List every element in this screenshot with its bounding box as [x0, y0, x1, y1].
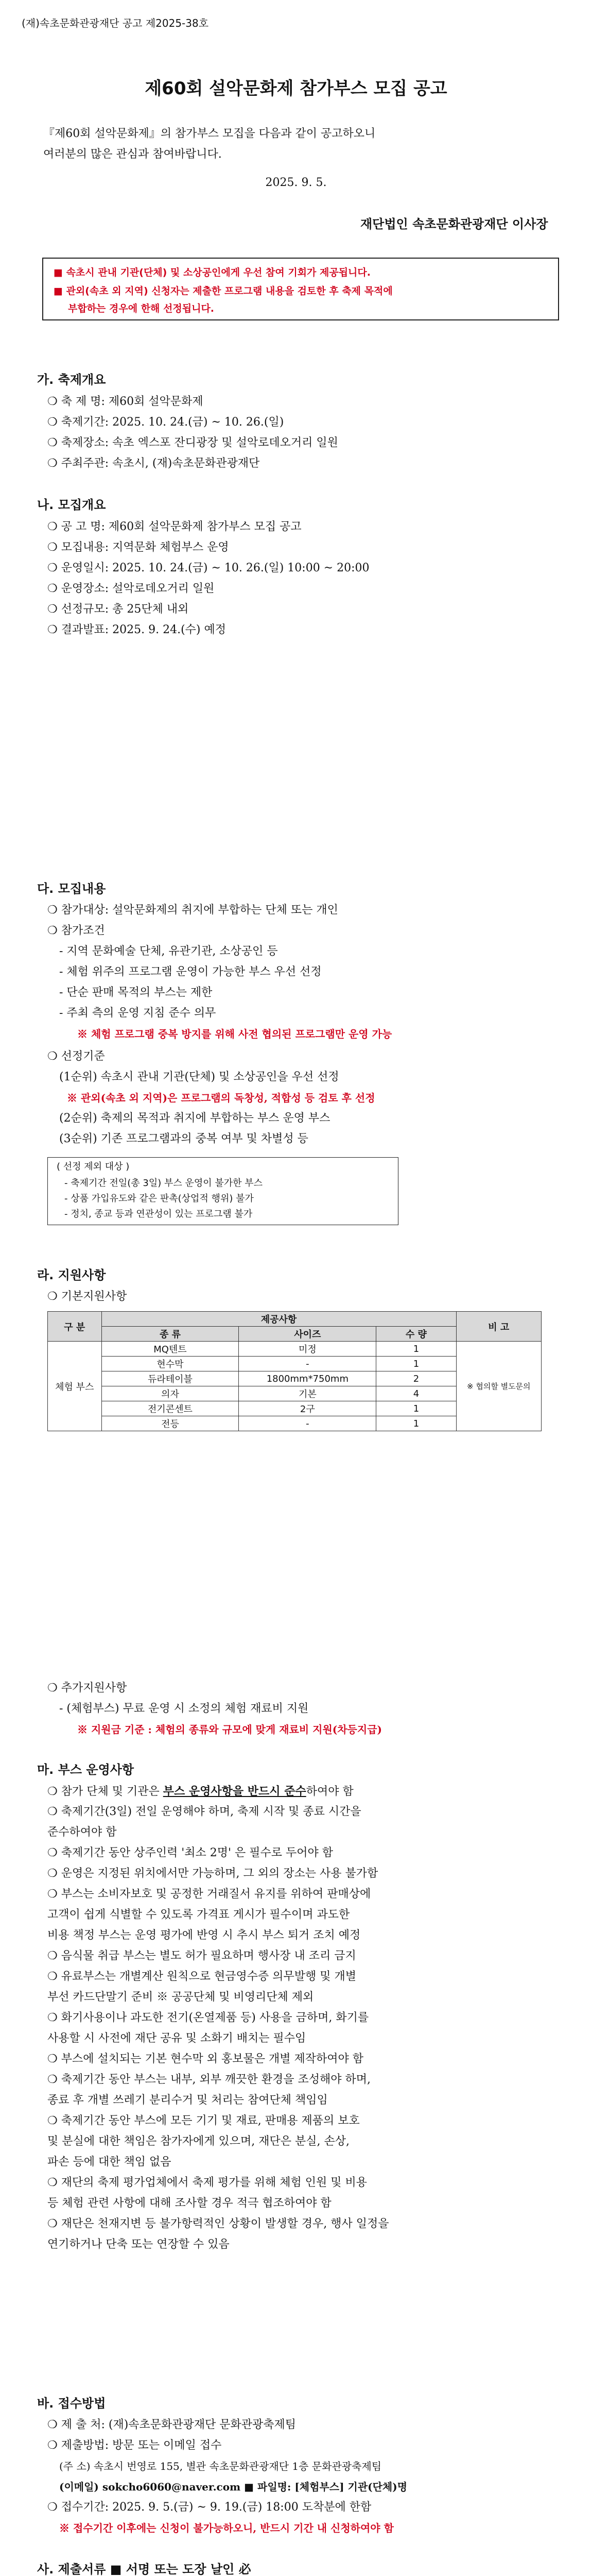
operation-rule-line: ❍ 축제기간 동안 부스는 내부, 외부 깨끗한 환경을 조성해야 하며, [47, 2073, 371, 2086]
list-item: - 주최 측의 운영 지침 준수 의무 [59, 1007, 216, 1020]
cell-qty: 1 [376, 1357, 456, 1371]
note-red: ※ 관외(속초 외 지역)은 프로그램의 독창성, 적합성 등 검토 후 선정 [67, 1092, 375, 1104]
intro-line-1: 『제60회 설악문화제』의 참가부스 모집을 다음과 같이 공고하오니 [43, 127, 376, 140]
list-item: ❍ 축제기간: 2025. 10. 24.(금) ~ 10. 26.(일) [47, 416, 284, 429]
operation-rule-line: 준수하여야 함 [47, 1826, 117, 1839]
cell-size: - [239, 1357, 376, 1371]
col-group: 구 분 [48, 1312, 102, 1342]
col-provided: 제공사항 [101, 1312, 456, 1327]
cell-qty: 4 [376, 1386, 456, 1401]
list-item: (3순위) 기존 프로그램과의 중복 여부 및 차별성 등 [59, 1132, 308, 1145]
operation-rule-line: ❍ 부스는 소비자보호 및 공정한 거래질서 유지를 위하여 판매상에 [47, 1888, 371, 1901]
operation-rule-line: ❍ 음식물 취급 부스는 별도 허가 필요하며 행사장 내 조리 금지 [47, 1950, 356, 1962]
list-item: - 체험 위주의 프로그램 운영이 가능한 부스 우선 선정 [59, 965, 322, 978]
operation-rule-line: ❍ 화기사용이나 과도한 전기(온열제품 등) 사용을 금하며, 화기를 [47, 2011, 369, 2024]
operation-rule-line: ❍ 재단은 천재지변 등 불가항력적인 상황이 발생할 경우, 행사 일정을 [47, 2217, 389, 2230]
list-item: ❍ 모집내용: 지역문화 체험부스 운영 [47, 541, 229, 554]
section-heading-support: 라. 지원사항 [37, 1268, 106, 1282]
operation-rule-line: 및 분실에 대한 책임은 참가자에게 있으며, 재단은 분실, 손상, [47, 2135, 350, 2148]
cell-qty: 1 [376, 1401, 456, 1416]
group-label: 체험 부스 [48, 1342, 102, 1431]
operation-rule-line: ❍ 부스에 설치되는 기본 현수막 외 홍보물은 개별 제작하여야 함 [47, 2053, 363, 2065]
operation-rule-line: 고객이 쉽게 식별할 수 있도록 가격표 게시가 필수이며 과도한 [47, 1908, 350, 1921]
list-item: (2순위) 축제의 목적과 취지에 부합하는 부스 운영 부스 [59, 1112, 330, 1125]
cell-type: 의자 [101, 1386, 239, 1401]
extra-line: - (체험부스) 무료 운영 시 소정의 체험 재료비 지원 [59, 1702, 309, 1715]
intro-line-2: 여러분의 많은 관심과 참여바랍니다. [43, 148, 222, 161]
section-heading-documents: 사. 제출서류 ■ 서명 또는 도장 날인 必 [37, 2562, 251, 2576]
rule-text: 하여야 함 [306, 1785, 354, 1798]
operation-rule-line: ❍ 유료부스는 개별계산 원칙으로 현금영수증 의무발행 및 개별 [47, 1970, 356, 1983]
note-cell: ※ 협의할 별도문의 [456, 1342, 541, 1431]
list-item: - 정치, 종교 등과 연관성이 있는 프로그램 불가 [64, 1209, 253, 1219]
notice-line-2: ■ 관외(속초 외 지역) 신청자는 제출한 프로그램 내용을 검토한 후 축제 목적에 [54, 285, 393, 297]
col-qty: 수 량 [376, 1327, 456, 1342]
cell-size: - [239, 1416, 376, 1431]
notice-line-1: ■ 속초시 관내 기관(단체) 및 소상공인에게 우선 참여 기회가 제공됩니다. [54, 267, 371, 278]
cell-size: 2구 [239, 1401, 376, 1416]
cell-type: 전기콘센트 [101, 1401, 239, 1416]
list-item: ❍ 운영장소: 설악로데오거리 일원 [47, 582, 215, 595]
cell-size: 기본 [239, 1386, 376, 1401]
list-item: - 지역 문화예술 단체, 유관기관, 소상공인 등 [59, 945, 278, 958]
cond-title: ❍ 참가조건 [47, 924, 105, 937]
cell-type: 전등 [101, 1416, 239, 1431]
list-item: ❍ 축제장소: 속초 엑스포 잔디광장 및 설악로데오거리 일원 [47, 436, 338, 449]
list-item: ❍ 선정규모: 총 25단체 내외 [47, 603, 189, 616]
list-item: ❍ 주최주관: 속초시, (재)속초문화관광재단 [47, 457, 260, 470]
operation-rule-line: 등 체험 관련 사항에 대해 조사할 경우 적극 협조하여야 함 [47, 2197, 332, 2210]
operation-rule-line [47, 1784, 354, 1800]
operation-rule-line: 사용할 시 사전에 재단 공유 및 소화기 배치는 필수임 [47, 2032, 306, 2045]
doc-number: (재)속초문화관광재단 공고 제2025-38호 [22, 17, 209, 29]
cell-type: 현수막 [101, 1357, 239, 1371]
cell-qty: 2 [376, 1371, 456, 1386]
col-type: 종 류 [101, 1327, 239, 1342]
extra-title: ❍ 추가지원사항 [47, 1682, 127, 1694]
list-item: - 단순 판매 목적의 부스는 제한 [59, 986, 213, 999]
table-row [48, 1342, 542, 1357]
operation-rule-line: 파손 등에 대한 책임 없음 [47, 2156, 171, 2168]
list-item: - 축제기간 전일(총 3일) 부스 운영이 불가한 부스 [64, 1178, 263, 1189]
section-heading-festival: 가. 축제개요 [37, 372, 106, 387]
extra-note: ※ 지원금 기준 : 체험의 종류와 규모에 맞게 재료비 지원(차등지급) [77, 1723, 382, 1736]
issuer: 재단법인 속초문화관광재단 이사장 [360, 216, 548, 231]
operation-rule-line: ❍ 축제기간 동안 상주인력 '최소 2명' 은 필수로 두어야 함 [47, 1846, 334, 1859]
col-note: 비 고 [456, 1312, 541, 1342]
cell-type: MQ텐트 [101, 1342, 239, 1357]
operation-rule-line: ❍ 축제기간(3일) 전일 운영해야 하며, 축제 시작 및 종료 시간을 [47, 1805, 361, 1818]
address-line: (주 소) 속초시 번영로 155, 별관 속초문화관광재단 1층 문화관광축제팀 [59, 2460, 382, 2472]
operation-rule-line: 부선 카드단말기 준비 ※ 공공단체 및 비영리단체 제외 [47, 1991, 314, 2004]
list-item: (1순위) 속초시 관내 기관(단체) 및 소상공인을 우선 선정 [59, 1071, 339, 1083]
cell-size: 미정 [239, 1342, 376, 1357]
list-item: ❍ 공 고 명: 제60회 설악문화제 참가부스 모집 공고 [47, 520, 302, 533]
list-item: ❍ 운영일시: 2025. 10. 24.(금) ~ 10. 26.(일) 10:00 ~ 20:00 [47, 562, 370, 574]
list-item: ❍ 접수기간: 2025. 9. 5.(금) ~ 9. 19.(금) 18:00 도착분에 한함 [47, 2501, 372, 2514]
criteria-title: ❍ 선정기준 [47, 1050, 105, 1063]
operation-rule-line: 종료 후 개별 쓰레기 분리수거 및 처리는 참여단체 책임임 [47, 2094, 328, 2107]
operation-rule-line: ❍ 운영은 지정된 위치에서만 가능하며, 그 외의 장소는 사용 불가함 [47, 1867, 378, 1880]
list-item: ❍ 제출방법: 방문 또는 이메일 접수 [47, 2439, 222, 2452]
page-title: 제60회 설악문화제 참가부스 모집 공고 [145, 78, 447, 99]
support-table [47, 1311, 542, 1431]
section-heading-recruit: 나. 모집개요 [37, 498, 106, 512]
rule-emphasis: 부스 운영사항을 반드시 준수 [163, 1785, 306, 1798]
cell-size: 1800mm*750mm [239, 1371, 376, 1386]
exclusion-title: ( 선정 제외 대상 ) [57, 1161, 130, 1172]
cell-type: 듀라테이블 [101, 1371, 239, 1386]
operation-rule-line: 연기하거나 단축 또는 연장할 수 있음 [47, 2238, 230, 2251]
note-red: ※ 체험 프로그램 중복 방지를 위해 사전 협의된 프로그램만 운영 가능 [77, 1028, 392, 1040]
cell-qty: 1 [376, 1416, 456, 1431]
rule-text: ❍ 참가 단체 및 기관은 [47, 1785, 163, 1798]
operation-rule-line: ❍ 축제기간 동안 부스에 모든 기기 및 재료, 판매용 제품의 보호 [47, 2114, 360, 2127]
section-heading-content: 다. 모집내용 [37, 882, 106, 896]
operation-rule-line: 비용 책정 부스는 운영 평가에 반영 시 추시 부스 퇴거 조치 예정 [47, 1929, 361, 1942]
section-heading-application: 바. 접수방법 [37, 2396, 106, 2411]
email-line: (이메일) sokcho6060@naver.com ■ 파일명: [체험부스] 기관(단체)명 [59, 2481, 408, 2493]
col-size: 사이즈 [239, 1327, 376, 1342]
notice-date: 2025. 9. 5. [265, 176, 327, 189]
target-line: ❍ 참가대상: 설악문화제의 취지에 부합하는 단체 또는 개인 [47, 904, 338, 917]
support-sub: ❍ 기본지원사항 [47, 1290, 127, 1303]
notice-line-3: 부합하는 경우에 한해 선정됩니다. [68, 303, 215, 314]
list-item: ❍ 결과발표: 2025. 9. 24.(수) 예정 [47, 623, 226, 636]
list-item: ❍ 축 제 명: 제60회 설악문화제 [47, 395, 203, 408]
cell-qty: 1 [376, 1342, 456, 1357]
application-warning: ※ 접수기간 이후에는 신청이 불가능하오니, 반드시 기간 내 신청하여야 함 [59, 2522, 394, 2534]
list-item: - 상품 가입유도와 같은 판촉(상업적 행위) 불가 [64, 1193, 254, 1204]
list-item: ❍ 제 출 처: (재)속초문화관광재단 문화관광축제팀 [47, 2418, 297, 2431]
operation-rule-line: ❍ 재단의 축제 평가업체에서 축제 평가를 위해 체험 인원 및 비용 [47, 2176, 367, 2189]
section-heading-operation: 마. 부스 운영사항 [37, 1762, 134, 1777]
